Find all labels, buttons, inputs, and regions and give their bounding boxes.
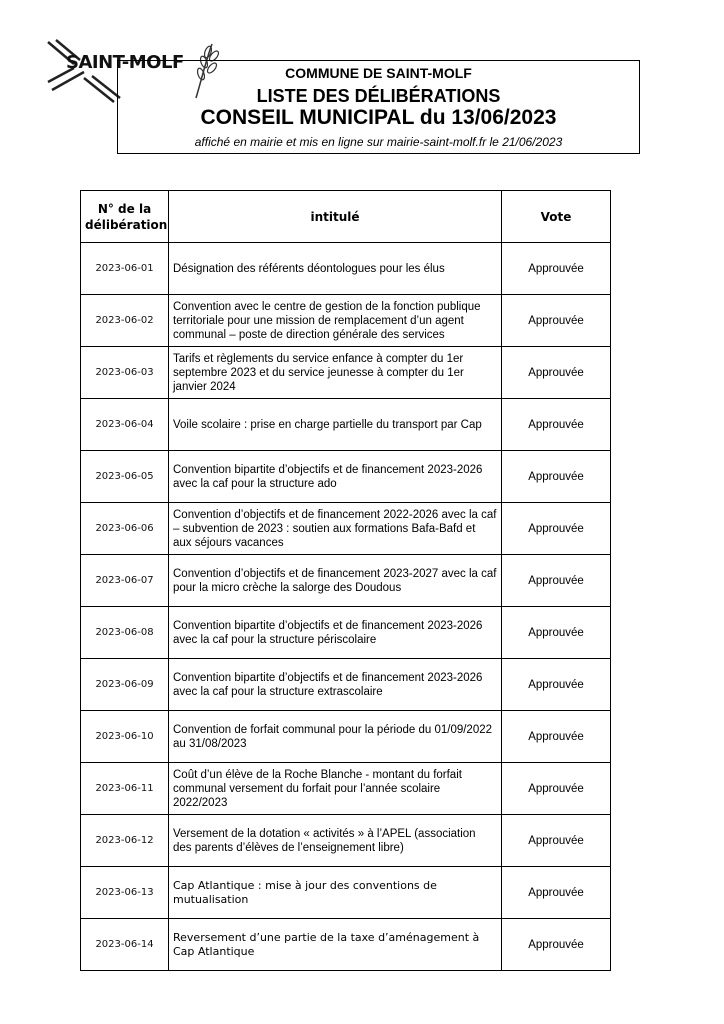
deliberation-vote: Approuvée — [502, 451, 611, 503]
table-row — [81, 451, 611, 503]
deliberation-title: Versement de la dotation « activités » à l’APEL (association des parents d’élèves de l’enseignement libre) — [169, 815, 502, 867]
deliberation-vote: Approuvée — [502, 607, 611, 659]
deliberation-number: 2023-06-05 — [81, 451, 169, 503]
deliberation-vote: Approuvée — [502, 347, 611, 399]
deliberation-vote: Approuvée — [502, 555, 611, 607]
deliberation-vote: Approuvée — [502, 815, 611, 867]
deliberation-number: 2023-06-07 — [81, 555, 169, 607]
logo-text: SAINT-MOLF — [66, 52, 184, 73]
deliberation-number: 2023-06-09 — [81, 659, 169, 711]
deliberation-vote: Approuvée — [502, 243, 611, 295]
deliberation-title: Convention d’objectifs et de financement 2022-2026 avec la caf – subvention de 2023 : soutien aux formations Bafa-Bafd et aux séjours vacances — [169, 503, 502, 555]
deliberation-title: Convention de forfait communal pour la période du 01/09/2022 au 31/08/2023 — [169, 711, 502, 763]
deliberation-vote: Approuvée — [502, 867, 611, 919]
deliberation-vote: Approuvée — [502, 659, 611, 711]
deliberation-number: 2023-06-14 — [81, 919, 169, 971]
deliberation-number: 2023-06-06 — [81, 503, 169, 555]
deliberation-title: Coût d’un élève de la Roche Blanche - montant du forfait communal versement du forfait pour l’année scolaire 2022/2023 — [169, 763, 502, 815]
deliberation-title: Voile scolaire : prise en charge partielle du transport par Cap — [169, 399, 502, 451]
publication-note: affiché en mairie et mis en ligne sur mairie-saint-molf.fr le 21/06/2023 — [194, 135, 563, 149]
table-row — [81, 815, 611, 867]
table-row — [81, 347, 611, 399]
deliberation-number: 2023-06-03 — [81, 347, 169, 399]
deliberation-title: Tarifs et règlements du service enfance à compter du 1er septembre 2023 et du service jeunesse à compter du 1er janvier 2024 — [169, 347, 502, 399]
deliberation-vote: Approuvée — [502, 399, 611, 451]
deliberation-title: Convention bipartite d’objectifs et de financement 2023-2026 avec la caf pour la structure ado — [169, 451, 502, 503]
deliberation-title: Cap Atlantique : mise à jour des conventions de mutualisation — [169, 867, 502, 919]
deliberation-vote: Approuvée — [502, 711, 611, 763]
table-row — [81, 295, 611, 347]
table-row — [81, 503, 611, 555]
deliberation-vote: Approuvée — [502, 919, 611, 971]
table-row — [81, 919, 611, 971]
deliberation-number: 2023-06-11 — [81, 763, 169, 815]
table-row — [81, 867, 611, 919]
table-row — [81, 763, 611, 815]
table-header-row — [81, 191, 611, 243]
header-title: intitulé — [169, 191, 502, 243]
deliberation-title: Convention d’objectifs et de financement 2023-2027 avec la caf pour la micro crèche la salorge des Doudous — [169, 555, 502, 607]
header-vote: Vote — [502, 191, 611, 243]
deliberation-number: 2023-06-13 — [81, 867, 169, 919]
deliberation-number: 2023-06-12 — [81, 815, 169, 867]
deliberation-number: 2023-06-08 — [81, 607, 169, 659]
deliberation-vote: Approuvée — [502, 763, 611, 815]
table-row — [81, 711, 611, 763]
deliberation-number: 2023-06-10 — [81, 711, 169, 763]
deliberation-number: 2023-06-01 — [81, 243, 169, 295]
council-date-title: CONSEIL MUNICIPAL du 13/06/2023 — [200, 106, 557, 129]
header-num: N° de la délibération — [81, 191, 169, 243]
deliberation-vote: Approuvée — [502, 295, 611, 347]
table-row — [81, 243, 611, 295]
deliberation-title: Convention avec le centre de gestion de la fonction publique territoriale pour une mission de remplacement d’un agent communal – poste de direction générale des services — [169, 295, 502, 347]
header-box — [117, 60, 640, 154]
table-row — [81, 659, 611, 711]
deliberation-title: Convention bipartite d’objectifs et de financement 2023-2026 avec la caf pour la structure périscolaire — [169, 607, 502, 659]
deliberation-vote: Approuvée — [502, 503, 611, 555]
commune-name: COMMUNE DE SAINT-MOLF — [285, 65, 472, 81]
deliberation-title: Reversement d’une partie de la taxe d’aménagement à Cap Atlantique — [169, 919, 502, 971]
deliberation-number: 2023-06-04 — [81, 399, 169, 451]
deliberations-table — [80, 190, 611, 971]
table-row — [81, 399, 611, 451]
deliberation-number: 2023-06-02 — [81, 295, 169, 347]
deliberation-title: Convention bipartite d’objectifs et de financement 2023-2026 avec la caf pour la structure extrascolaire — [169, 659, 502, 711]
table-row — [81, 555, 611, 607]
deliberation-title: Désignation des référents déontologues pour les élus — [169, 243, 502, 295]
document-title: LISTE DES DÉLIBÉRATIONS — [256, 86, 501, 106]
table-row — [81, 607, 611, 659]
